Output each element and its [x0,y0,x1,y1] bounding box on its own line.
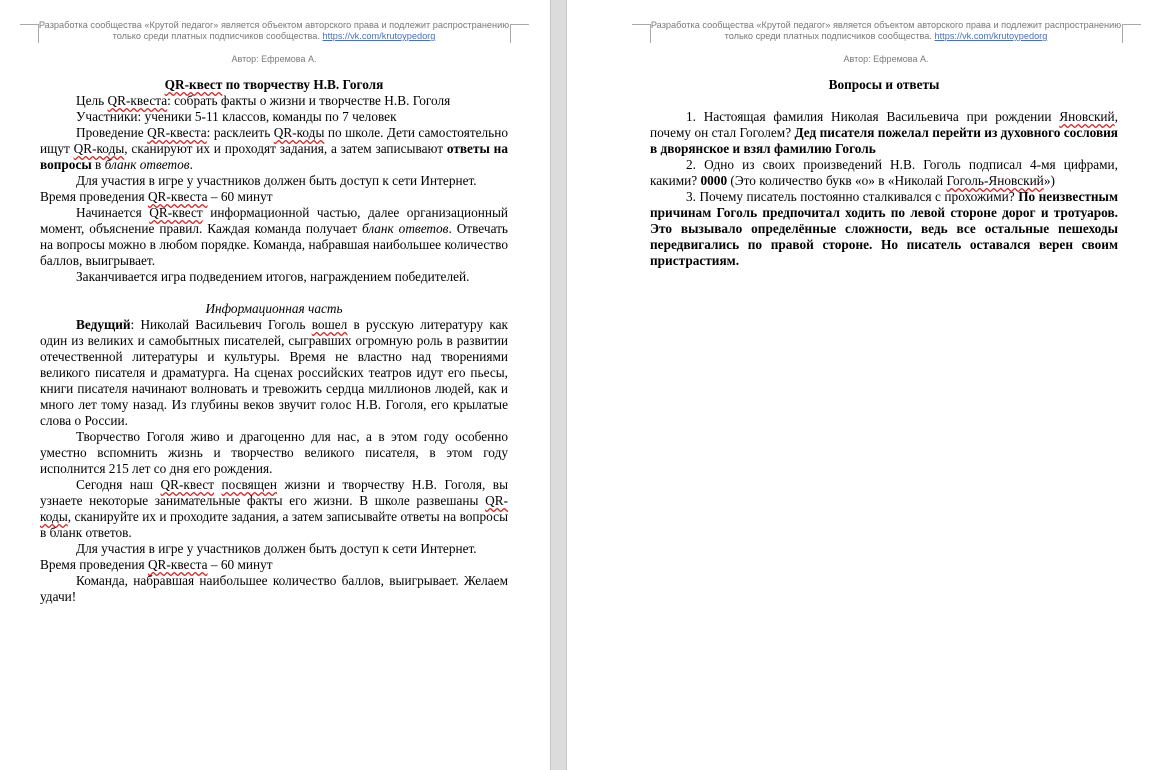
question-3: 3. Почему писатель постоянно сталкивался с прохожими? По неизвестным причинам Гоголь предпочитал ходить по левой стороне дорог и тротуаров. Это вызывало определённые сложности, ведь все остальные пешеходы передвигались по правой стороне. Но писатель оставался верен своим пристрастиям. [650,189,1118,268]
document-title: QR-квест по творчеству Н.В. Гоголя [164,77,384,92]
copyright-notice: Разработка сообщества «Крутой педагог» является объектом авторского права и подлежит распространению только среди платных подписчиков сообщества. [650,20,1122,41]
community-link[interactable]: https://vk.com/krutoypedorg [934,31,1048,41]
duration-paragraph: Время проведения QR-квеста – 60 минут [40,189,273,204]
document-body [40,77,508,605]
document-page-left [0,0,550,770]
closing-paragraph: Команда, набравшая наибольшее количество баллов, выигрывает. Желаем удачи! [40,573,508,604]
document-page-right [567,0,1155,770]
copyright-header [38,20,510,42]
ending-paragraph: Заканчивается игра подведением итогов, награждением победителей. [76,269,470,284]
internet-paragraph: Для участия в игре у участников должен быть доступ к сети Интернет. [76,173,477,188]
conduct-paragraph: Проведение QR-квеста: расклеить QR-коды по школе. Дети самостоятельно ищут QR-коды, сканируют их и проходят задания, а затем записывают ответы на вопросы в бланк ответов. [40,125,508,172]
participants-paragraph: Участники: ученики 5-11 классов, команды по 7 человек [76,109,397,124]
goal-paragraph: Цель QR-квеста: собрать факты о жизни и творчестве Н.В. Гоголя [76,93,451,108]
copyright-header [650,20,1122,42]
section-heading: Информационная часть [205,301,343,316]
host-paragraph: Ведущий: Николай Васильевич Гоголь вошел в русскую литературу как один из великих и самобытных писателей, сыгравших огромную роль в развитии отечественной литературы и культуры. Время не властно над творениями великого писателя и драматурга. На сценах российских театров идут его пьесы, книги писателя начинают волновать и тревожить сердца миллионов людей, как и много лет тому назад. Из глубины веков звучит голос Н.В. Гоголя, его крылатые слова о России. [40,317,508,428]
question-2: 2. Одно из своих произведений Н.В. Гоголь подписал 4-мя цифрами, какими? 0000 (Это количество букв «о» в «Николай Гоголь-Яновский») [650,157,1118,188]
author-line: Автор: Ефремова А. [843,54,929,64]
author-line: Автор: Ефремова А. [231,54,317,64]
internet-paragraph-2: Для участия в игре у участников должен быть доступ к сети Интернет. [76,541,477,556]
page-corner-mark [20,24,39,43]
page-gap [550,0,567,770]
qa-body [650,77,1118,269]
today-paragraph: Сегодня наш QR-квест посвящен жизни и творчеству Н.В. Гоголя, вы узнаете некоторые занимательные факты его жизни. В школе развешаны QR-коды, сканируйте их и проходите задания, а затем записывайте ответы на вопросы в бланк ответов. [40,477,508,540]
page-corner-mark [1122,24,1141,43]
copyright-notice: Разработка сообщества «Крутой педагог» является объектом авторского права и подлежит распространению только среди платных подписчиков сообщества. [38,20,510,41]
qa-title: Вопросы и ответы [828,77,940,92]
start-paragraph: Начинается QR-квест информационной частью, далее организационный момент, объяснение правил. Каждая команда получает бланк ответов. Отвечать на вопросы можно в любом порядке. Команда, набравшая наибольшее количество баллов, выигрывает. [40,205,509,268]
duration-paragraph-2: Время проведения QR-квеста – 60 минут [40,557,273,572]
creativity-paragraph: Творчество Гоголя живо и драгоценно для нас, а в этом году особенно уместно вспомнить жизнь и творчество великого писателя, в этом году исполнится 215 лет со дня его рождения. [40,429,508,476]
question-1: 1. Настоящая фамилия Николая Васильевича при рождении Яновский, почему он стал Гоголем? Дед писателя пожелал перейти из духовного сословия в дворянское и взял фамилию Гоголь [650,109,1119,156]
community-link[interactable]: https://vk.com/krutoypedorg [322,31,436,41]
page-corner-mark [510,24,529,43]
page-corner-mark [632,24,651,43]
